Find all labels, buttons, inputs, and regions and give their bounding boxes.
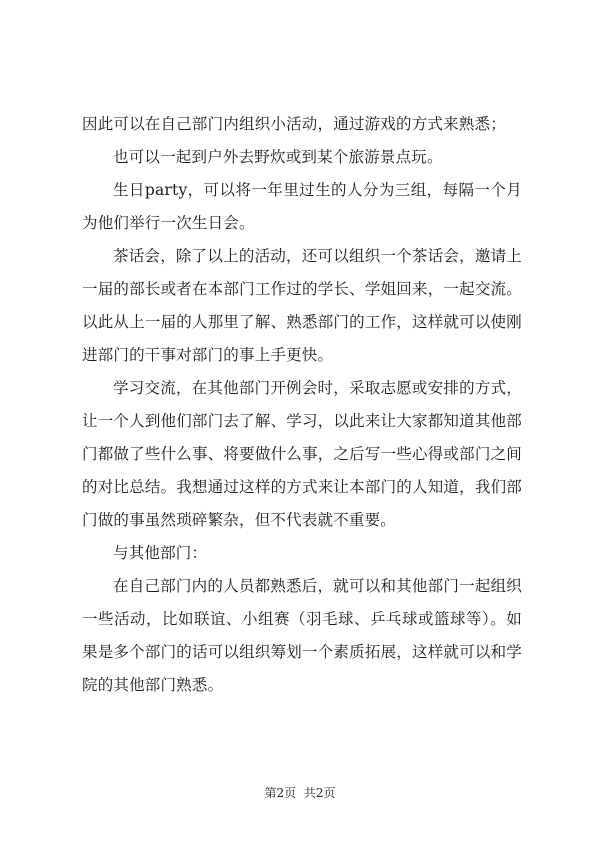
paragraph-4: 茶话会，除了以上的活动，还可以组织一个茶话会，邀请上一届的部长或者在本部门工作过的学长、学姐回来，一起交流。以此从上一届的人那里了解、熟悉部门的工作，这样就可以使刚进部门的干事对部门的事上手更快。 bbox=[82, 247, 522, 364]
paragraph-6: 与其他部门： bbox=[113, 544, 208, 562]
total-pages: 共2页 bbox=[303, 786, 336, 800]
paragraph-7: 在自己部门内的人员都熟悉后，就可以和其他部门一起组织一些活动，比如联谊、小组赛（羽毛球、乒乓球或篮球等）。如果是多个部门的话可以组织筹划一个素质拓展，这样就可以和学院的其他部门熟悉。 bbox=[82, 577, 522, 694]
page-number: 第2页 bbox=[264, 786, 297, 800]
paragraph-2: 也可以一起到户外去野炊或到某个旅游景点玩。 bbox=[113, 148, 443, 166]
paragraph-1: 因此可以在自己部门内组织小活动，通过游戏的方式来熟悉； bbox=[82, 115, 506, 133]
document-body bbox=[82, 108, 522, 702]
paragraph-3: 生日party，可以将一年里过生的人分为三组，每隔一个月为他们举行一次生日会。 bbox=[82, 181, 522, 232]
page-footer bbox=[0, 784, 600, 801]
paragraph-5: 学习交流，在其他部门开例会时，采取志愿或安排的方式，让一个人到他们部门去了解、学习，以此来让大家都知道其他部门都做了些什么事、将要做什么事，之后写一些心得或部门之间的对比总结。我想通过这样的方式来让本部门的人知道，我们部门做的事虽然琐碎繁杂，但不代表就不重要。 bbox=[82, 379, 522, 529]
